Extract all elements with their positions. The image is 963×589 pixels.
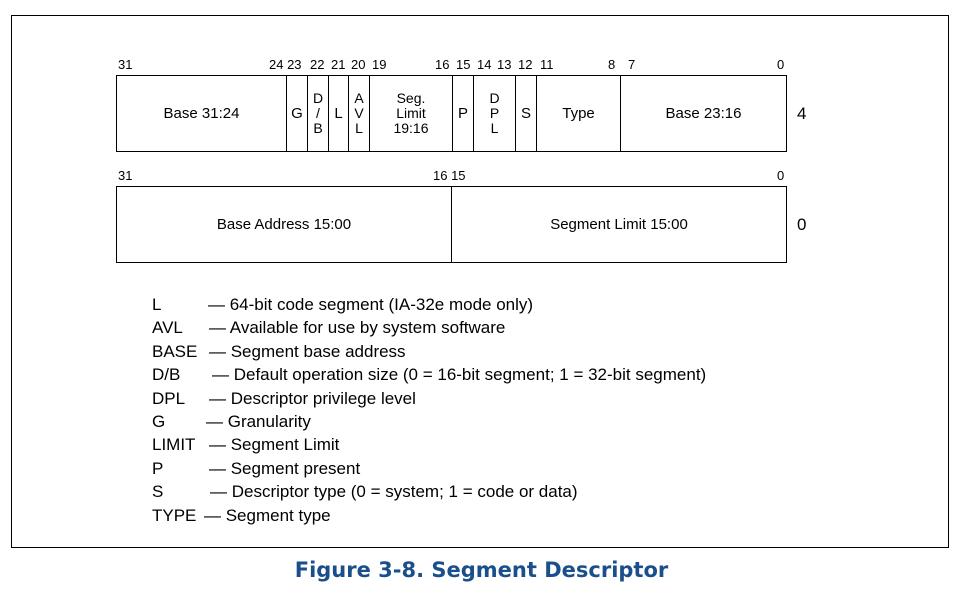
field-line: A: [354, 90, 364, 106]
legend-item: [152, 293, 706, 316]
bit-label-16-15: 16 15: [433, 168, 466, 183]
field-line: /: [316, 105, 320, 121]
bit-label-13: 13: [497, 57, 512, 72]
legend-abbr: BASE: [152, 341, 198, 361]
field-line: Limit: [396, 105, 426, 121]
legend-item: [152, 457, 706, 480]
legend-desc: — Segment type: [204, 505, 331, 525]
bit-label-7: 7: [628, 57, 636, 72]
bit-label-12: 12: [518, 57, 533, 72]
legend-abbr: P: [152, 458, 164, 478]
bit-label-31: 31: [118, 168, 133, 183]
field-line: D: [489, 90, 500, 106]
field-line: L: [355, 120, 363, 136]
legend-desc: — Descriptor type (0 = system; 1 = code or data): [210, 482, 578, 502]
legend-abbr: L: [152, 295, 162, 314]
field-label: Base 31:24: [163, 105, 240, 122]
legend-item: [152, 480, 706, 503]
legend-desc: — Available for use by system software: [209, 318, 506, 338]
field-p: [453, 76, 474, 151]
bit-label-22: 22: [310, 57, 325, 72]
legend-abbr: D/B: [152, 365, 181, 385]
bit-label-19: 19: [372, 57, 387, 72]
legend-item: [152, 363, 706, 386]
bit-label-31: 31: [118, 57, 133, 72]
field-base-address-15-00: [117, 187, 452, 262]
field-seg-limit-19-16: [370, 76, 453, 151]
field-label: Segment Limit 15:00: [550, 216, 688, 233]
legend: [152, 293, 706, 527]
bit-label-14: 14: [477, 57, 492, 72]
field-line: D: [312, 90, 324, 106]
bit-label-11: 11: [540, 57, 554, 72]
row-index-0: 0: [797, 215, 807, 234]
field-segment-limit-15-00: [452, 187, 786, 262]
legend-abbr: DPL: [152, 388, 186, 408]
descriptor-upper-dword: [116, 75, 787, 152]
field-line: B: [313, 120, 323, 136]
field-line: P: [489, 105, 500, 121]
field-line: V: [354, 105, 364, 121]
field-label: S: [520, 105, 531, 122]
field-l: [329, 76, 349, 151]
legend-desc: — 64-bit code segment (IA-32e mode only): [208, 295, 534, 314]
field-type: [537, 76, 621, 151]
bit-label-0: 0: [777, 168, 785, 183]
field-base-23-16: [621, 76, 786, 151]
field-line: Seg.: [396, 90, 426, 106]
bit-label-20: 20: [351, 57, 366, 72]
legend-desc: — Segment base address: [209, 341, 406, 361]
field-base-31-24: [117, 76, 287, 151]
legend-desc: — Segment Limit: [209, 435, 340, 455]
bit-label-24-23: 24 23: [269, 57, 302, 72]
field-s: [516, 76, 537, 151]
field-label: Base 23:16: [665, 105, 742, 122]
field-dpl: [474, 76, 516, 151]
legend-item: [152, 410, 706, 433]
bit-label-16: 16: [435, 57, 450, 72]
field-line: L: [490, 120, 499, 136]
legend-abbr: S: [152, 482, 164, 502]
legend-item: [152, 387, 706, 410]
legend-abbr: AVL: [152, 318, 183, 338]
field-label: Base Address 15:00: [216, 216, 352, 233]
field-label: P: [457, 105, 468, 122]
field-label: G: [291, 105, 303, 122]
bit-label-21: 21: [331, 57, 346, 72]
legend-item: [152, 504, 706, 527]
legend-desc: — Granularity: [206, 411, 311, 431]
legend-abbr: LIMIT: [152, 435, 196, 455]
legend-desc: — Segment present: [209, 458, 361, 478]
bit-label-15: 15: [456, 57, 471, 72]
field-label: Type: [562, 105, 595, 122]
legend-item: [152, 340, 706, 363]
field-g: [287, 76, 308, 151]
bit-label-0: 0: [777, 57, 785, 72]
legend-abbr: G: [152, 411, 166, 431]
legend-desc: — Default operation size (0 = 16-bit segment; 1 = 32-bit segment): [212, 365, 707, 385]
legend-desc: — Descriptor privilege level: [209, 388, 416, 408]
figure-caption: Figure 3-8. Segment Descriptor: [294, 558, 669, 582]
field-avl: [349, 76, 370, 151]
row-index-4: 4: [797, 104, 807, 123]
legend-item: [152, 433, 706, 456]
legend-abbr: TYPE: [152, 505, 197, 525]
descriptor-lower-dword: [116, 186, 787, 263]
legend-item: [152, 316, 706, 339]
bit-label-8: 8: [608, 57, 616, 72]
field-label: L: [334, 105, 343, 122]
field-line: 19:16: [393, 120, 429, 136]
field-db: [308, 76, 329, 151]
